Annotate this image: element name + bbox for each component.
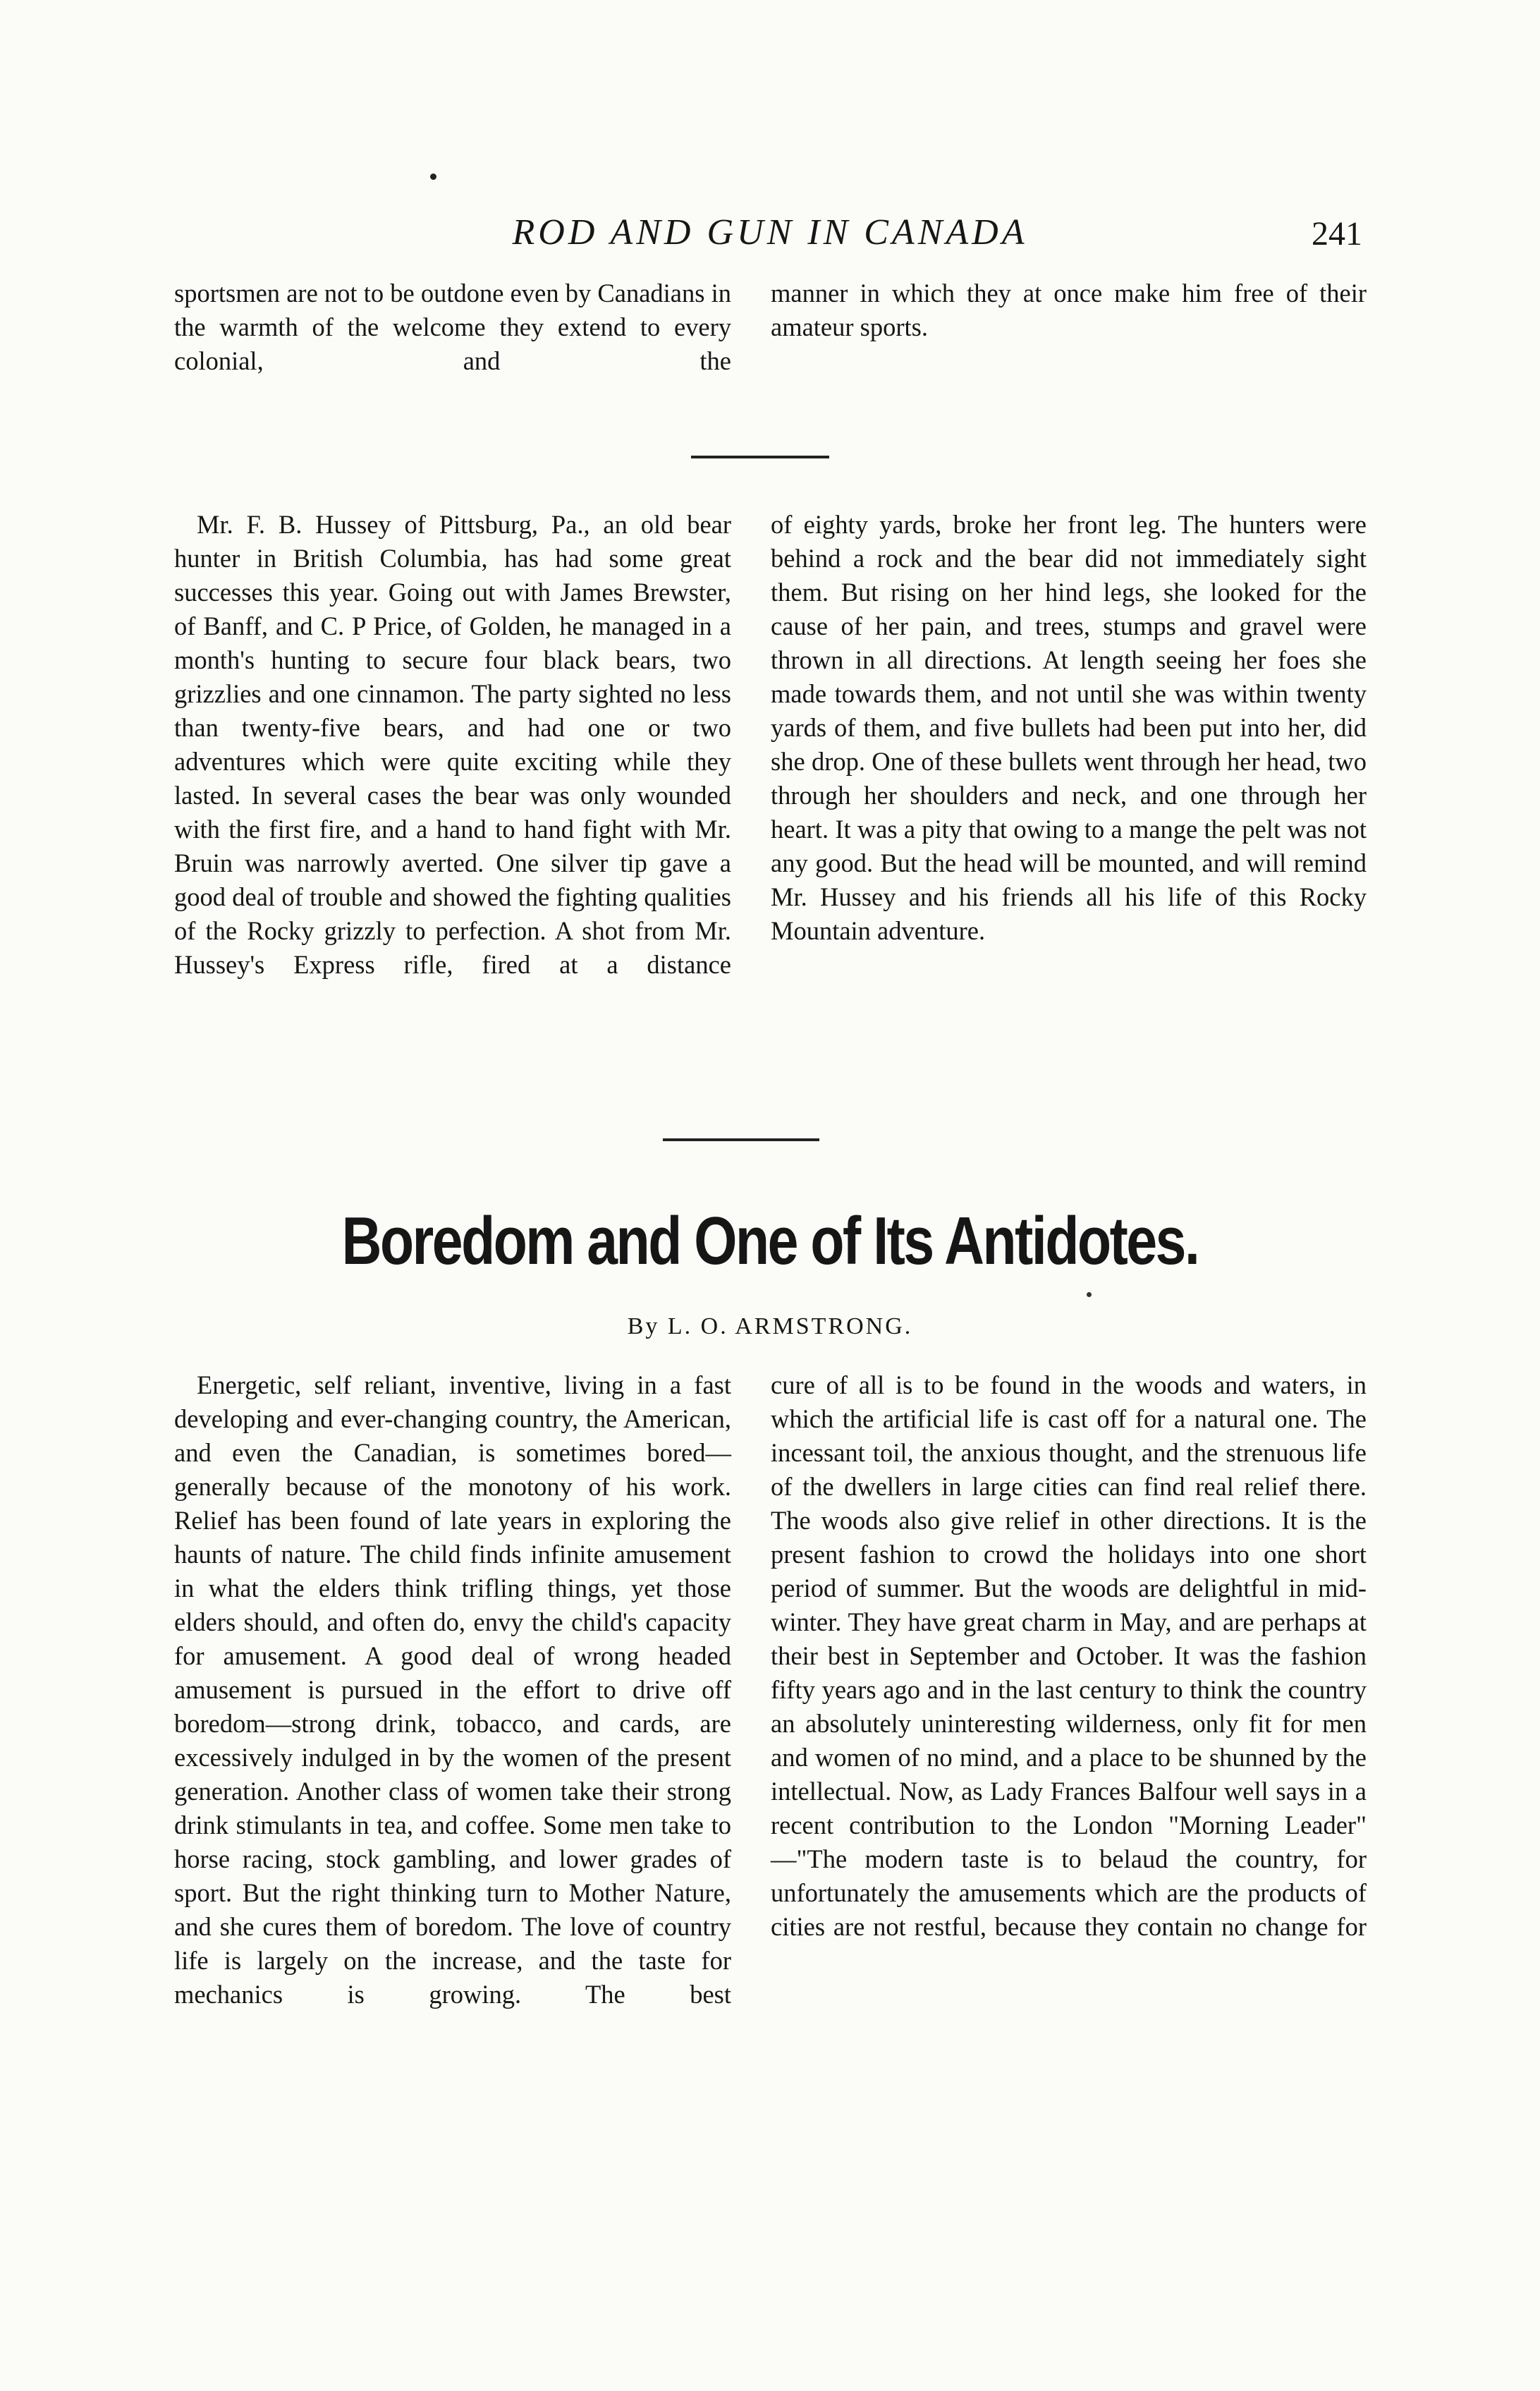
intro-right-column: manner in which they at once make him free of their amateur sports.: [771, 279, 1367, 341]
article-headline: Boredom and One of Its Antidotes.: [341, 1203, 1199, 1279]
journal-title: ROD AND GUN IN CANADA: [512, 212, 1028, 253]
section-divider: [663, 1138, 819, 1141]
intro-left-column: sportsmen are not to be outdone even by Canadians in the warmth of the welcome they extend to every colonial, and the: [174, 279, 731, 375]
ink-speck: [430, 174, 436, 180]
section-divider: [691, 456, 829, 458]
article-right-column: cure of all is to be found in the woods and waters, in which the artificial life is cast off for a natural one. The incessant toil, the anxious thought, and the strenuous life of the dwellers in large cities can find real relief there. The woods also give relief in other directions. It is the present fashion to crowd the holidays into one short period of summer. But the woods are delightful in mid-winter. They have great charm in May, and are perhaps at their best in September and October. It was the fashion fifty years ago and in the last century to think the country an absolutely uninteresting wilderness, only fit for men and women of no mind, and a place to be shunned by the intellectual. Now, as Lady Frances Balfour well says in a recent contribution to the London "Morning Leader" —"The modern taste is to belaud the country, for unfortunately the amusements which are the products of cities are not restful, because they contain no change for: [771, 1370, 1367, 1941]
article-left-column: Energetic, self reliant, inventive, living in a fast developing and ever-changing country, the American, and even the Canadian, is sometimes bored—generally because of the monotony of his work. Relief has been found of late years in exploring the haunts of nature. The child finds infinite amusement in what the elders think trifling things, yet those elders should, and often do, envy the child's capacity for amusement. A good deal of wrong headed amusement is pursued in the effort to drive off boredom—strong drink, tobacco, and cards, are excessively indulged in by the women of the present generation. Another class of women take their strong drink stimulants in tea, and coffee. Some men take to horse racing, stock gambling, and lower grades of sport. But the right thinking turn to Mother Nature, and she cures them of boredom. The love of country life is largely on the increase, and the taste for mechanics is growing. The best: [174, 1370, 731, 2009]
ink-speck: [1087, 1292, 1092, 1297]
hussey-right-column: of eighty yards, broke her front leg. The hunters were behind a rock and the bear did not immediately sight them. But rising on her hind legs, she looked for the cause of her pain, and trees, stumps and gravel were thrown in all directions. At length seeing her foes she made towards them, and not until she was within twenty yards of them, and five bullets had been put into her, did she drop. One of these bullets went through her head, two through her shoulders and neck, and one through her heart. It was a pity that owing to a mange the pelt was not any good. But the head will be mounted, and will remind Mr. Hussey and his friends all his life of this Rocky Mountain adventure.: [771, 510, 1367, 945]
article-byline: By L. O. ARMSTRONG.: [627, 1313, 913, 1339]
hussey-left-column: Mr. F. B. Hussey of Pittsburg, Pa., an old bear hunter in British Columbia, has had some great successes this year. Going out with James Brewster, of Banff, and C. P Price, of Golden, he managed in a month's hunting to secure four black bears, two grizzlies and one cinnamon. The party sighted no less than twenty-five bears, and had one or two adventures which were quite exciting while they lasted. In several cases the bear was only wounded with the first fire, and a hand to hand fight with Mr. Bruin was narrowly averted. One silver tip gave a good deal of trouble and showed the fighting qualities of the Rocky grizzly to perfection. A shot from Mr. Hussey's Express rifle, fired at a distance: [174, 510, 731, 979]
page-number: 241: [1312, 215, 1362, 253]
running-head: [0, 212, 1540, 261]
